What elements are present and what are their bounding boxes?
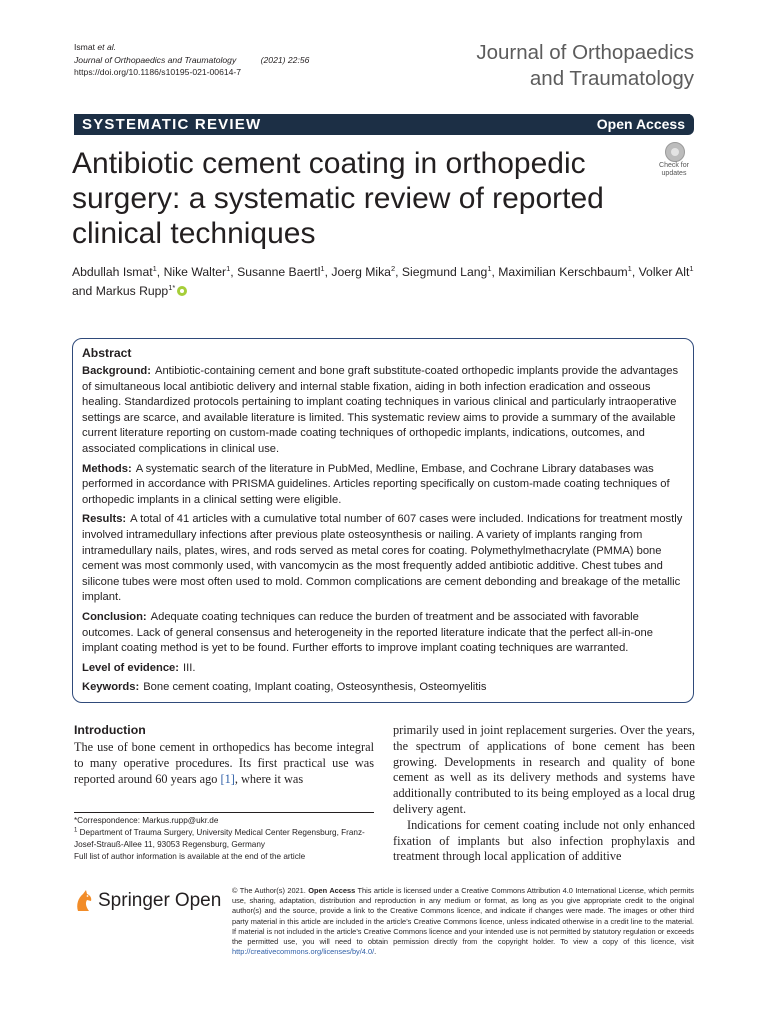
author-affiliation: 1 — [689, 263, 694, 273]
author-list — [72, 263, 696, 300]
author-affiliation: 1 — [627, 263, 632, 273]
abstract-section-text: A total of 41 articles with a cumulative total number of 607 cases were included. Indications for treatment mostly involved intramedullary infections after previous plate osteosynthesis or nailing. A variety of implants ranging from intramedullary nails, plates, wires, and rods served as metal cores for coating. Polymethylmethacrylate (PMMA) bone cement was most commonly used, with vancomycin as the most frequently added antibiotic additive. Chest tubes and silicone tubes were most often used to mold. Common complications are cement debonding and breakage of the metallic implant. — [82, 513, 683, 604]
abstract-section-text: III. — [183, 661, 196, 674]
license-open-access: Open Access — [308, 886, 356, 895]
crossmark-icon — [665, 142, 685, 162]
license-copyright: © The Author(s) 2021. — [232, 886, 309, 895]
author-name: Siegmund Lang — [401, 265, 488, 279]
abstract-section — [82, 661, 685, 677]
introduction-heading: Introduction — [74, 723, 146, 737]
springer-open-logo — [74, 887, 224, 917]
license-end: . — [374, 947, 377, 957]
intro-text-end: , where it was — [234, 771, 304, 786]
open-access-badge: Open Access — [592, 114, 690, 134]
journal-title-line1: Journal of Orthopaedics — [476, 41, 694, 64]
author-affiliation: 2 — [390, 263, 396, 273]
affiliation-number: 1 — [74, 827, 78, 834]
abstract-section-text: Antibiotic-containing cement and bone graft substitute-coated orthopedic implants provide the advantages of simultaneous local antibiotic delivery and internal stable fixation, aiding in both infection eradication and osseous healing. Standardized protocols pertaining to implant coating techniques in various clinical and particularly intraoperative settings are scarce, and available literature is limited. This systematic review aims to provide a summary of the available current literature reporting on custom-made coating techniques of orthopedic implants, indications, outcomes, and associated complications in clinical use. — [82, 365, 679, 455]
author-separator: and — [72, 283, 96, 298]
check-for-updates-line1: Check for — [659, 162, 689, 169]
author-name: Nike Walter — [163, 265, 227, 279]
author-affiliation: 1 — [152, 263, 157, 273]
author-affiliation: 1 — [320, 263, 325, 273]
check-for-updates-line2: updates — [661, 170, 687, 177]
abstract-section — [82, 610, 685, 657]
author-separator: , — [156, 265, 164, 279]
citation-year-volume: (2021) 22:56 — [260, 54, 310, 65]
citation-block — [74, 41, 309, 79]
author-affiliation: 1 — [226, 263, 231, 273]
author-separator: , — [230, 265, 238, 279]
article-type: SYSTEMATIC REVIEW — [82, 116, 262, 133]
abstract-section-label: Keywords: — [82, 681, 140, 694]
author-separator: , — [631, 265, 639, 279]
springer-open-wordmark — [98, 889, 221, 913]
author-name: Maximilian Kerschbaum — [498, 265, 628, 279]
orcid-icon[interactable] — [177, 286, 187, 296]
journal-title-line2: and Traumatology — [529, 67, 694, 90]
author-separator: , — [395, 265, 402, 279]
journal-title — [476, 40, 694, 92]
intro-text-start: The use of bone cement in orthopedics has become integral to many operative procedures. Its first practical use was reported around 60 years ago — [74, 740, 374, 786]
abstract-section-text: Adequate coating techniques can reduce the burden of treatment and be associated with favorable outcomes. Lack of general consensus and heterogeneity in the reported literature indicate that the perfect all-in-one implant coating method is yet to be found. Further efforts to improve implant coating techniques are warranted. — [82, 610, 653, 655]
author-name: Susanne Baertl — [237, 265, 321, 279]
springer-wordmark: Springer — [98, 890, 170, 911]
citation-journal — [74, 54, 309, 67]
springer-horse-icon — [74, 889, 94, 913]
license-text — [232, 886, 694, 957]
intro-paragraph-2: Indications for cement coating include not only enhanced fixation of implants but also infection prophylaxis and treatment through local application of additive — [393, 817, 695, 864]
author-info-note: Full list of author information is available at the end of the article — [74, 852, 306, 861]
abstract-section-text: Bone cement coating, Implant coating, Osteosynthesis, Osteomyelitis — [143, 681, 487, 694]
author-separator: , — [324, 265, 332, 279]
abstract-section — [82, 680, 685, 696]
abstract-section-label: Conclusion: — [82, 610, 147, 623]
license-body: This article is licensed under a Creative Commons Attribution 4.0 International License, which permits use, sharing, adaptation, distribution and reproduction in any medium or format, as long as you give appropriate credit to the original author(s) and the source, provide a link to the Creative Commons licence, and indicate if changes were made. The images or other third party material in this article are included in the article’s Creative Commons licence, unless indicated otherwise in a credit line to the material. If material is not included in the article’s Creative Commons licence and your intended use is not permitted by statutory regulation or exceeds the permitted use, you will need to obtain permission directly from the copyright holder. To view a copy of this licence, visit — [232, 886, 694, 947]
abstract-section — [82, 512, 685, 606]
abstract-section-label: Results: — [82, 513, 127, 526]
footnote-divider — [74, 812, 374, 813]
citation-authors — [74, 41, 309, 54]
license-link[interactable]: http://creativecommons.org/licenses/by/4.0/ — [232, 947, 375, 957]
abstract-section-text: A systematic search of the literature in PubMed, Medline, Embase, and Cochrane Library databases was performed in accordance with PRISMA guidelines. Articles reporting specifically on custom-made coating techniques of orthopedic implants in a clinical setting were eligible. — [82, 462, 670, 506]
abstract-section-label: Methods: — [82, 462, 132, 475]
citation-journal-name: Journal of Orthopaedics and Traumatology — [74, 54, 237, 65]
correspondence-note: *Correspondence: Markus.rupp@ukr.de — [74, 816, 219, 825]
abstract-section — [82, 462, 685, 509]
author-name: Volker Alt — [638, 265, 690, 279]
citation-doi[interactable]: https://doi.org/10.1186/s10195-021-00614-7 — [74, 67, 242, 78]
abstract-sections — [82, 364, 685, 696]
intro-paragraph-1: primarily used in joint replacement surgeries. Over the years, the spectrum of applications of bone cement has been growing. Developments in research and quality of bone cement as well as its delivery methods and systems have additionally contributed to its being employed as a local drug delivery agent. — [393, 723, 695, 816]
citation-author: Ismat — [74, 42, 98, 52]
author-name: Abdullah Ismat — [72, 265, 153, 279]
affiliation-text: Department of Trauma Surgery, University Medical Center Regensburg, Franz-Josef-Strauß-Allee 11, 93053 Regensburg, Germany — [74, 828, 365, 849]
introduction-left-column — [74, 740, 374, 787]
abstract-box — [72, 338, 694, 703]
author-affiliation: 1* — [168, 282, 176, 292]
check-for-updates-label — [653, 162, 695, 178]
footnotes — [74, 815, 374, 863]
author-affiliation: 1 — [487, 263, 492, 273]
citation-et-al: et al. — [97, 42, 117, 52]
author-separator: , — [491, 265, 499, 279]
check-for-updates-button[interactable] — [653, 140, 695, 180]
abstract-section — [82, 364, 685, 458]
article-title: Antibiotic cement coating in orthopedic surgery: a systematic review of reported clinical techniques — [72, 147, 604, 250]
article-type-banner — [74, 114, 694, 135]
affiliation-note — [74, 827, 374, 851]
reference-link[interactable]: [1] — [220, 771, 235, 786]
abstract-section-label: Background: — [82, 365, 151, 377]
author-name: Markus Rupp — [95, 283, 169, 298]
abstract-section-label: Level of evidence: — [82, 661, 179, 674]
open-wordmark: Open — [174, 890, 222, 911]
author-name: Joerg Mika — [331, 265, 391, 279]
abstract-heading: Abstract — [82, 346, 132, 360]
introduction-right-column — [393, 723, 695, 865]
